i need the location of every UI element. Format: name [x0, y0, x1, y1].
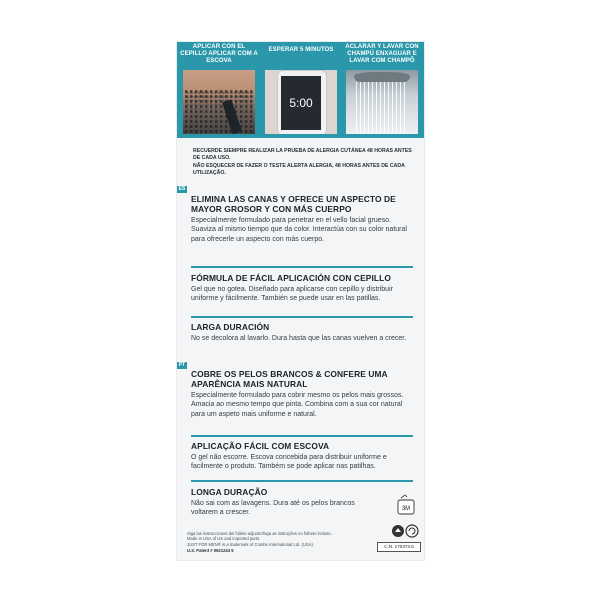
section-body: Especialmente formulado para penetrar en el vello facial grueso. Suaviza al mismo tiempo que da color. Interactúa con su color natural para ofrecerle un aspecto con más cuerpo.	[191, 217, 407, 243]
section-body: No se decolora al lavarlo. Dura hasta que las canas vuelven a crecer.	[191, 335, 407, 342]
divider	[191, 266, 413, 268]
section-body: Gel que no gotea. Diseñado para aplicarse con cepillo y distribuir uniforme y fácilmente. También se puede usar en las patillas.	[191, 286, 393, 303]
footer-line: Made in USA of US and imported parts.	[187, 536, 261, 542]
step-label: ESPERAR 5 MINUTOS	[268, 47, 334, 53]
patent-number: U.S. Patent # 0621243 5	[187, 548, 234, 554]
period-after-opening-icon	[397, 494, 415, 518]
section-body: O gel não escorre. Escova concebida para distribuir uniforme e facilmente o produto. Também se pode aplicar nas patilhas.	[191, 454, 387, 471]
pao-text: 3M	[401, 506, 411, 512]
section-pt-1	[191, 369, 413, 419]
section-es-2	[191, 273, 413, 304]
shower-image	[346, 70, 418, 134]
section-title: ELIMINA LAS CANAS Y OFRECE UN ASPECTO DE MAYOR GROSOR Y CON MÁS CUERPO	[191, 194, 396, 214]
section-title: LARGA DURACIÓN	[191, 322, 270, 332]
footer-line: Siga las instrucciones del folleto adjunto/Siga as instruções no folheto incluso.	[187, 531, 332, 536]
legal-footer	[187, 531, 367, 554]
warning-pt: NÃO ESQUECER DE FAZER O TESTE ALERTA ALERGIA, 48 HORAS ANTES DE CADA UTILIZAÇÃO.	[193, 163, 405, 176]
step-wait	[261, 42, 341, 138]
footer-line: JUST FOR MEN® is a trademark of Combe International Ltd. (USA).	[187, 541, 315, 547]
language-tag-es: ES	[178, 186, 186, 192]
section-es-3	[191, 322, 413, 343]
section-title: COBRE OS PELOS BRANCOS & CONFERE UMA APARÊNCIA MAIS NATURAL	[191, 369, 388, 389]
beard-brush-image	[183, 70, 255, 134]
instruction-steps-band	[177, 42, 424, 138]
section-title: APLICAÇÃO FÁCIL COM ESCOVA	[191, 441, 330, 451]
timer-text: 5:00	[289, 96, 313, 110]
section-es-1	[191, 194, 413, 244]
step-apply-brush	[179, 42, 259, 138]
recycle-icon	[391, 524, 419, 538]
national-code-label: C.N. 170373.6	[377, 542, 421, 552]
section-title: FÓRMULA DE FÁCIL APLICACIÓN CON CEPILLO	[191, 273, 391, 283]
section-pt-2	[191, 441, 413, 472]
section-body: Não sai com as lavagens. Dura até os pelos brancos voltarem a crescer.	[191, 500, 355, 517]
language-tag-pt: PT	[178, 362, 186, 368]
divider	[191, 435, 413, 437]
divider	[191, 480, 413, 482]
section-pt-3	[191, 487, 381, 518]
divider	[191, 316, 413, 318]
phone-timer-image	[265, 70, 337, 134]
section-body: Especialmente formulado para cobrir mesmo os pelos mais grossos. Amacia ao mesmo tempo que pinta. Combina com a sua cor natural para um aspeto mais uniforme e natural.	[191, 392, 404, 418]
regulatory-icons	[384, 494, 421, 554]
step-label: APLICAR CON EL CEPILLO APLICAR COM A ESCOVA	[180, 44, 258, 64]
allergy-warning	[193, 148, 413, 178]
product-back-panel	[177, 42, 424, 560]
step-label: ACLARAR Y LAVAR CON CHAMPÚ ENXAGUAR E LAVAR COM CHAMPÔ	[345, 44, 419, 64]
warning-es: RECUERDE SIEMPRE REALIZAR LA PRUEBA DE ALERGIA CUTÁNEA 48 HORAS ANTES DE CADA USO.	[193, 148, 412, 161]
section-title: LONGA DURAÇÃO	[191, 487, 268, 497]
step-rinse	[342, 42, 422, 138]
